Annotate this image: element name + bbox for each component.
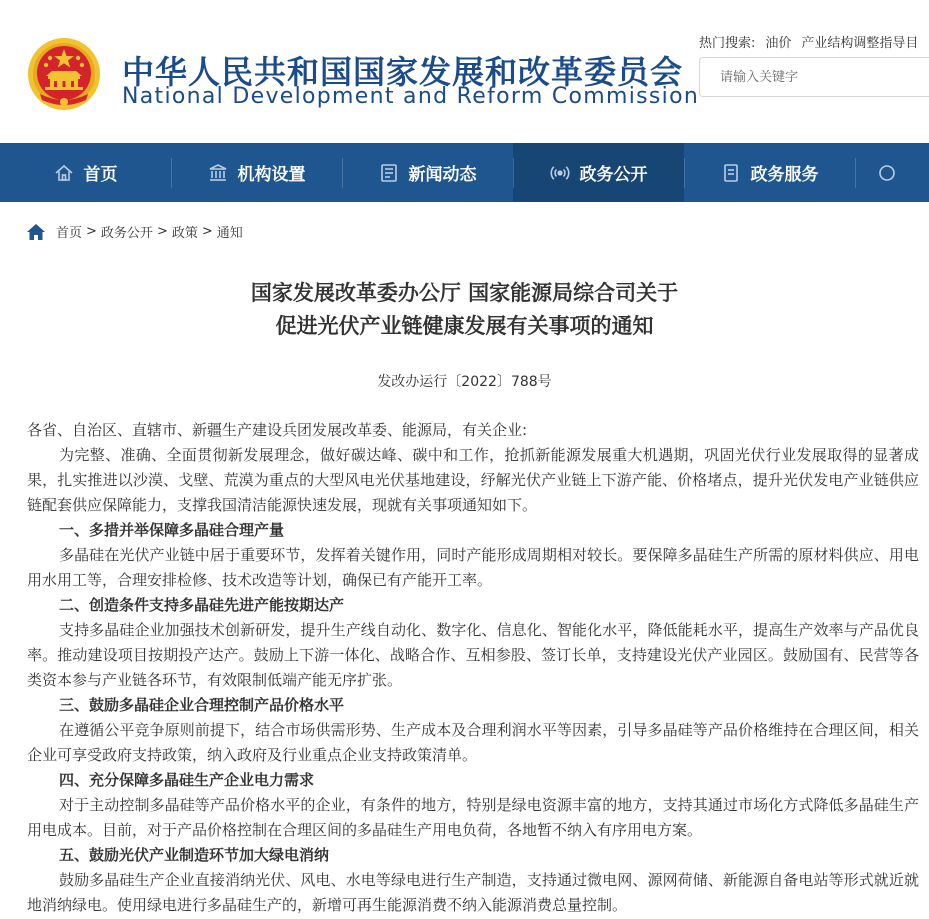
hot-search	[699, 32, 918, 51]
site-title-en: National Development and Reform Commission	[122, 84, 700, 109]
breadcrumb-home-icon[interactable]	[26, 223, 46, 241]
home-icon	[54, 163, 84, 183]
section-body: 鼓励多晶硅生产企业直接消纳光伏、风电、水电等绿电进行生产制造，支持通过微电网、源网荷储、新能源自备电站等形式就近就地消纳绿电。使用绿电进行多晶硅生产的，新增可再生能源消费不纳入能源消费总量控制。	[27, 871, 919, 914]
hot-search-label: 热门搜索:	[699, 36, 756, 51]
document-icon	[721, 163, 751, 183]
breadcrumb-policy[interactable]: 政策	[171, 226, 198, 241]
section-body: 在遵循公平竞争原则前提下，结合市场供需形势、生产成本及合理利润水平等因素，引导多晶硅等产品价格维持在合理区间，相关企业可享受政府支持政策，纳入政府及行业重点企业支持政策清单。	[27, 721, 919, 764]
breadcrumb-separator: >	[86, 224, 97, 239]
article-title	[0, 277, 929, 343]
building-icon	[208, 163, 238, 183]
breadcrumb-home[interactable]: 首页	[56, 226, 83, 241]
intro-paragraph: 为完整、准确、全面贯彻新发展理念，做好碳达峰、碳中和工作，抢抓新能源发展重大机遇期，巩固光伏行业发展取得的显著成果，扎实推进以沙漠、戈壁、荒漠为重点的大型风电光伏基地建设，纾解光伏产业链上下游产能、价格堵点，提升光伏发电产业链供应链配套供应保障能力，支撑我国清洁能源快速发展，现就有关事项通知如下。	[27, 446, 919, 514]
nav-item-label: 首页	[83, 165, 118, 185]
hot-search-item-oil-price[interactable]: 油价	[765, 36, 792, 51]
section-heading: 五、鼓励光伏产业制造环节加大绿电消纳	[59, 846, 330, 864]
nav-item-services[interactable]	[684, 143, 855, 202]
nav-item-label: 政务服务	[750, 165, 819, 185]
article-content	[27, 418, 919, 918]
section-heading: 一、多措并举保障多晶硅合理产量	[59, 521, 285, 539]
nav-item-label: 政务公开	[579, 165, 648, 185]
nav-item-government-affairs[interactable]	[513, 143, 684, 202]
search-box	[699, 57, 929, 97]
nav-item-home[interactable]	[0, 143, 171, 202]
site-header	[0, 0, 929, 143]
nav-item-news[interactable]	[342, 143, 513, 202]
site-title-cn: 中华人民共和国国家发展和改革委员会	[122, 53, 684, 91]
section-heading: 四、充分保障多晶硅生产企业电力需求	[59, 771, 315, 789]
broadcast-icon	[550, 163, 580, 183]
section-body: 多晶硅在光伏产业链中居于重要环节，发挥着关键作用，同时产能形成周期相对较长。要保障多晶硅生产所需的原材料供应、用电用水用工等，合理安排检修、技术改造等计划，确保已有产能开工率。	[27, 546, 919, 589]
national-emblem-icon[interactable]	[26, 36, 102, 112]
article-title-line2: 促进光伏产业链健康发展有关事项的通知	[275, 314, 654, 338]
nav-item-label: 机构设置	[237, 165, 306, 185]
news-icon	[379, 163, 409, 183]
section-heading: 三、鼓励多晶硅企业合理控制产品价格水平	[59, 696, 345, 714]
section-heading: 二、创造条件支持多晶硅先进产能按期达产	[59, 596, 345, 614]
breadcrumb-notice[interactable]: 通知	[216, 226, 243, 241]
main-nav	[0, 143, 929, 202]
nav-item-overflow[interactable]	[855, 143, 913, 202]
salutation: 各省、自治区、直辖市、新疆生产建设兵团发展改革委、能源局，有关企业:	[27, 421, 528, 439]
breadcrumb-separator: >	[201, 224, 213, 239]
breadcrumb-separator: >	[156, 224, 168, 239]
breadcrumb-government-affairs[interactable]: 政务公开	[100, 226, 153, 241]
document-number: 发改办运行〔2022〕788号	[377, 374, 552, 390]
overflow-icon	[877, 163, 907, 183]
nav-item-label: 新闻动态	[408, 165, 477, 185]
search-input[interactable]	[700, 58, 929, 96]
hot-search-item-industry-catalog[interactable]: 产业结构调整指导目	[801, 36, 919, 51]
nav-item-organization[interactable]	[171, 143, 342, 202]
breadcrumb	[26, 222, 243, 241]
section-body: 支持多晶硅企业加强技术创新研发，提升生产线自动化、数字化、信息化、智能化水平，降低能耗水平，提高生产效率与产品优良率。推动建设项目按期投产达产。鼓励上下游一体化、战略合作、互相参股、签订长单，支持建设光伏产业园区。鼓励国有、民营等各类资本参与产业链各环节，有效限制低端产能无序扩张。	[27, 621, 919, 689]
article-title-line1: 国家发展改革委办公厅 国家能源局综合司关于	[250, 281, 679, 305]
section-body: 对于主动控制多晶硅等产品价格水平的企业，有条件的地方，特别是绿电资源丰富的地方，支持其通过市场化方式降低多晶硅生产用电成本。目前，对于产品价格控制在合理区间的多晶硅生产用电负荷，各地暂不纳入有序用电方案。	[27, 796, 919, 839]
